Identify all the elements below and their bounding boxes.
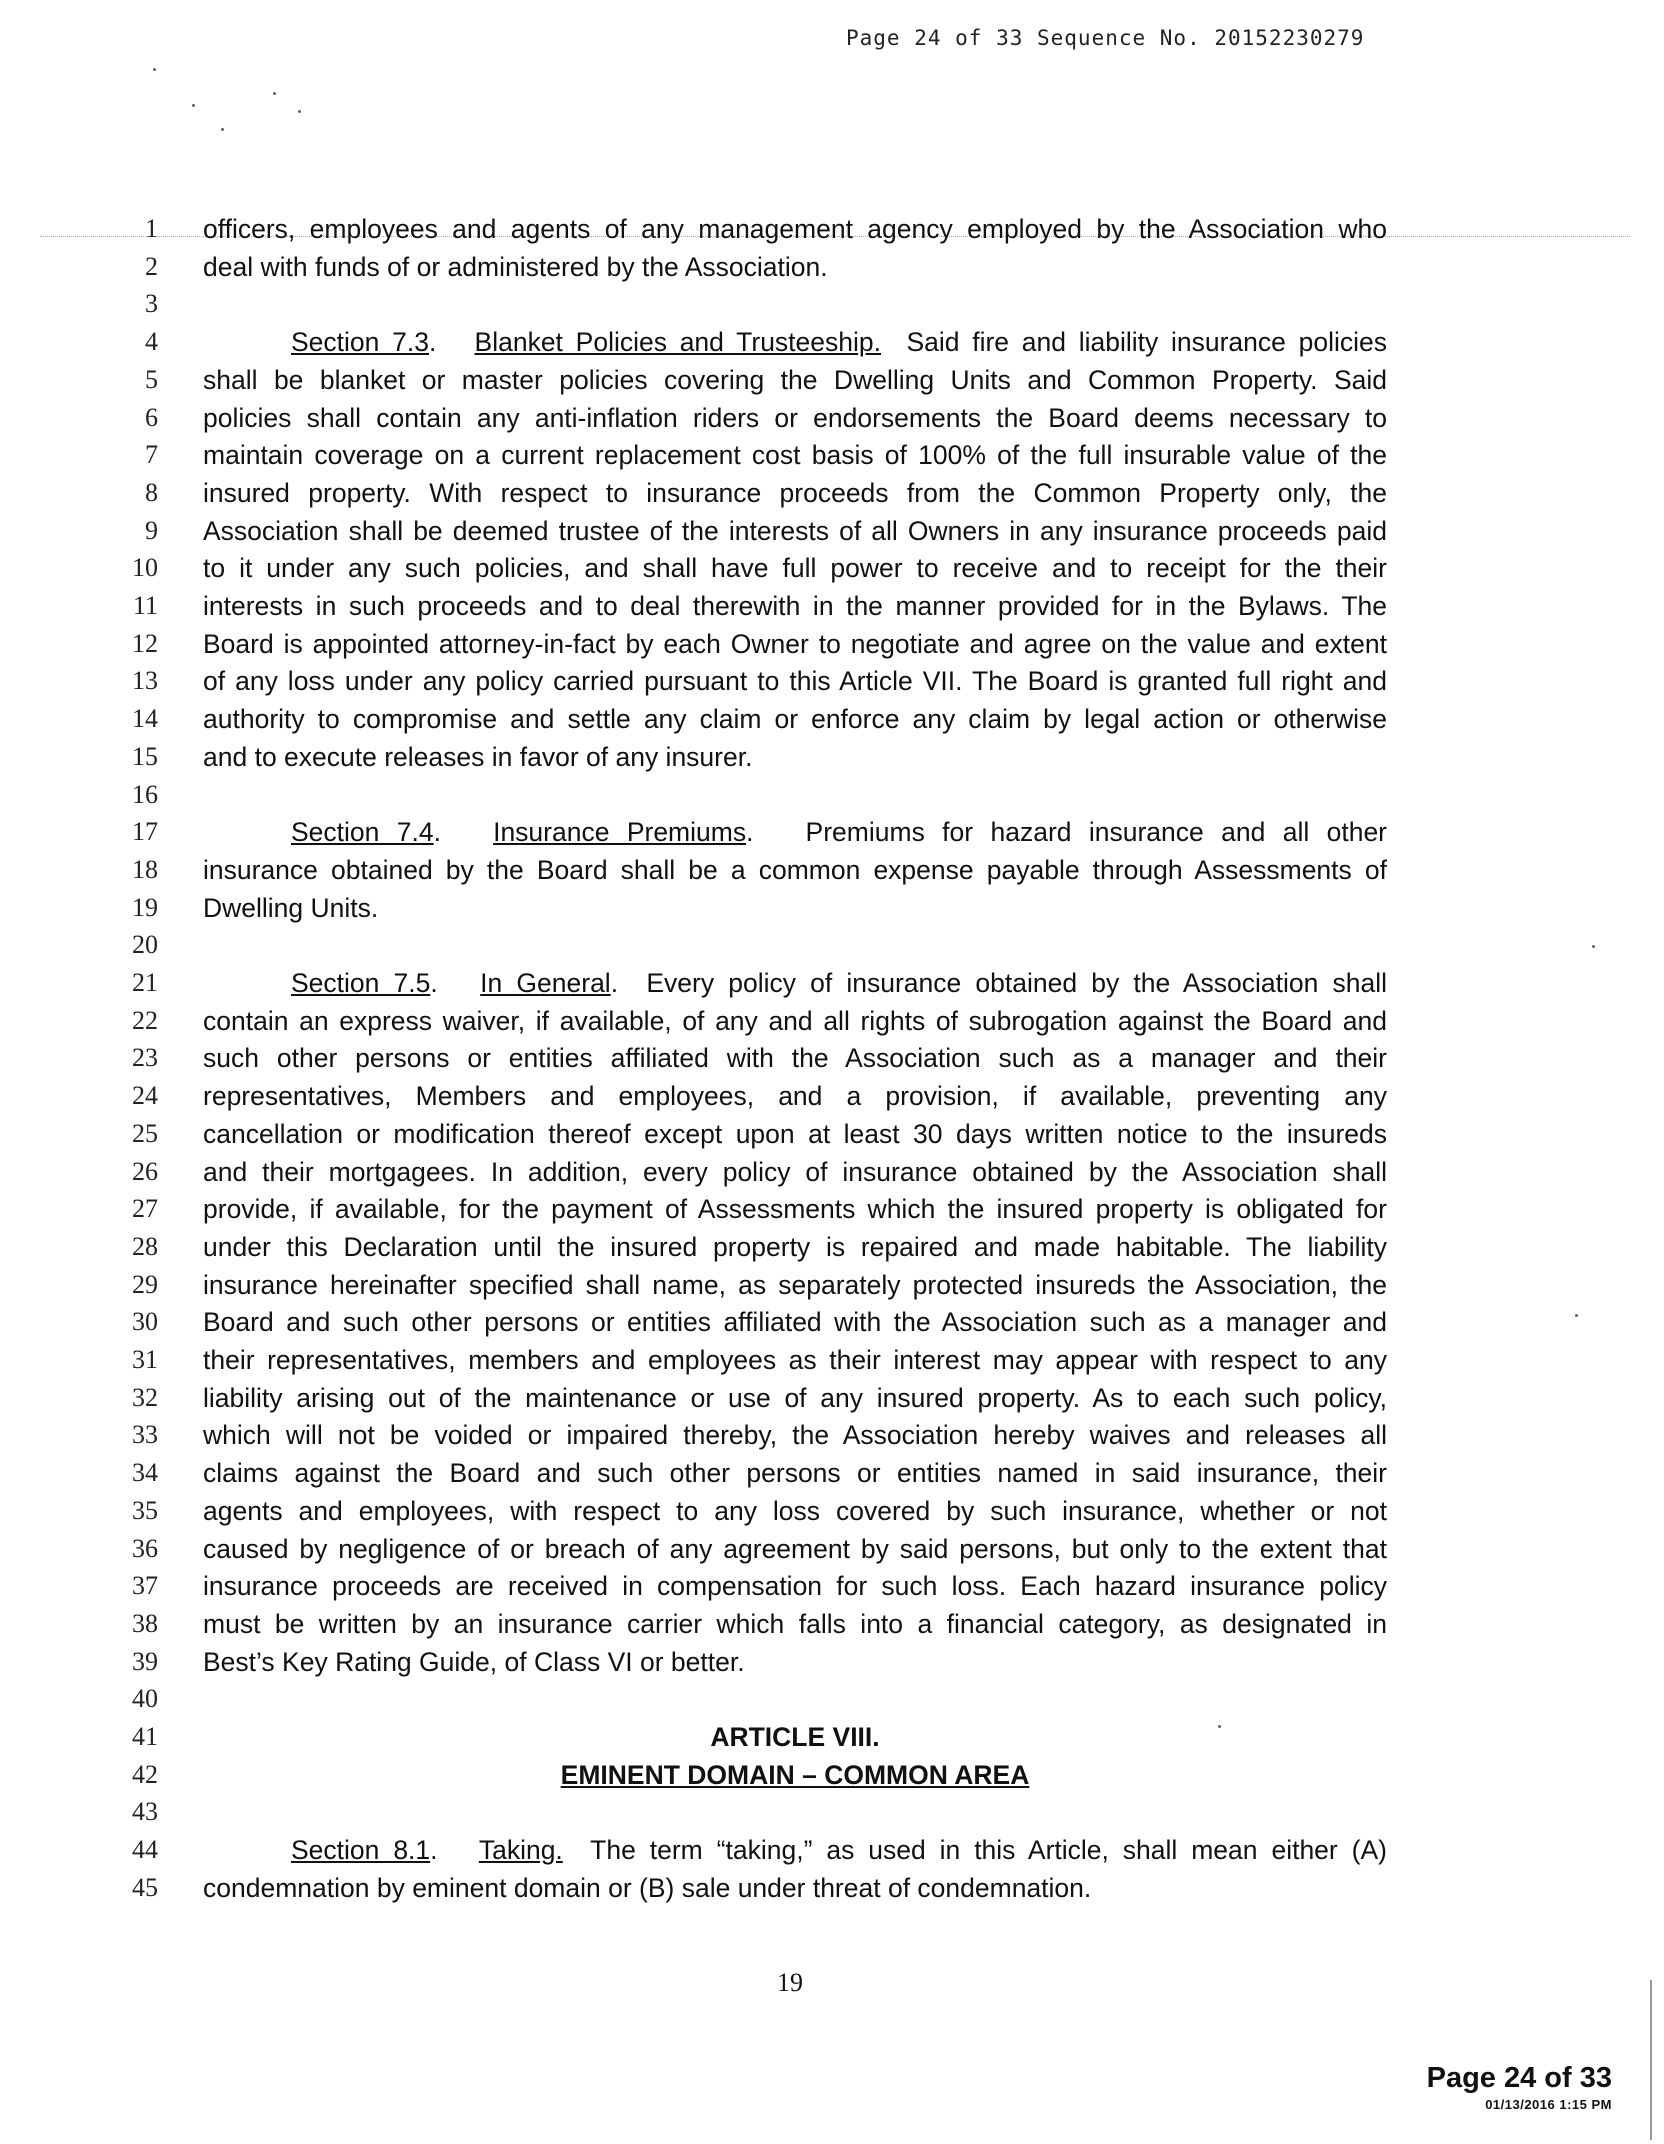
line-number: 13 (132, 666, 158, 696)
section-number: Section 7.3 (291, 327, 429, 358)
section-text: Said fire and liability insurance policies (881, 327, 1387, 358)
line-number: 24 (132, 1081, 158, 1111)
document-line (0, 285, 1664, 323)
document-line (0, 738, 1664, 776)
document-line (0, 662, 1664, 700)
line-number: 21 (132, 968, 158, 997)
line-number: 1 (145, 214, 158, 243)
line-number: 2 (145, 251, 158, 281)
document-line (0, 1567, 1664, 1605)
article-title: EMINENT DOMAIN – COMMON AREA (560, 1759, 1030, 1790)
section-heading-line (291, 1831, 1387, 1869)
line-text: insurance obtained by the Board shall be a common expense payable through Assessments of (203, 854, 1387, 885)
line-number: 30 (132, 1307, 158, 1337)
line-text: insurance hereinafter specified shall name, as separately protected insureds the Association, the (203, 1269, 1387, 1300)
sequence-header: Page 24 of 33 Sequence No. 20152230279 (846, 26, 1365, 50)
section-title: Taking. (478, 1835, 563, 1866)
document-line (0, 587, 1664, 625)
document-line (0, 926, 1664, 964)
line-number: 11 (132, 591, 158, 620)
document-line (0, 1680, 1664, 1718)
document-line (0, 512, 1664, 550)
page-number: 19 (777, 1968, 803, 1997)
line-number: 19 (132, 892, 158, 922)
line-number: 37 (132, 1571, 158, 1601)
document-line (0, 399, 1664, 437)
document-line (0, 1039, 1664, 1077)
line-number: 44 (132, 1835, 158, 1865)
line-number: 12 (132, 628, 158, 658)
line-text: Best’s Key Rating Guide, of Class VI or better. (203, 1646, 745, 1677)
line-text: to it under any such policies, and shall have full power to receive and to receipt for the their (203, 553, 1387, 584)
line-number: 41 (132, 1722, 158, 1751)
section-separator: . (430, 968, 481, 998)
section-text: . Premiums for hazard insurance and all other (746, 817, 1388, 848)
line-text: insurance proceeds are received in compensation for such loss. Each hazard insurance policy (203, 1571, 1387, 1602)
scan-speck (221, 128, 224, 131)
line-text: insured property. With respect to insurance proceeds from the Common Property only, the (203, 477, 1387, 508)
line-number: 6 (145, 402, 158, 432)
line-text: interests in such proceeds and to deal therewith in the manner provided for in the Bylaws. The (203, 591, 1387, 621)
line-text: representatives, Members and employees, and a provision, if available, preventing any (203, 1081, 1387, 1112)
line-text: under this Declaration until the insured property is repaired and made habitable. The liability (203, 1231, 1387, 1262)
line-number: 14 (132, 704, 158, 734)
line-text: caused by negligence of or breach of any agreement by said persons, but only to the extent that (203, 1533, 1387, 1564)
document-line (0, 889, 1664, 927)
stamp-page: Page 24 of 33 (1426, 2062, 1612, 2094)
document-line (0, 776, 1664, 814)
document-line (0, 1266, 1664, 1304)
section-separator: . (428, 327, 475, 358)
line-text: which will not be voided or impaired thereby, the Association hereby waives and releases all (203, 1420, 1387, 1451)
document-line (0, 323, 1664, 361)
line-number: 43 (132, 1797, 158, 1827)
line-number: 28 (132, 1231, 158, 1261)
document-line (0, 1530, 1664, 1568)
document-line (0, 210, 1664, 248)
line-number: 26 (132, 1156, 158, 1186)
section-title: Blanket Policies and Trusteeship. (474, 327, 881, 358)
scan-speck (273, 92, 276, 95)
document-line (0, 1341, 1664, 1379)
line-number: 42 (132, 1759, 158, 1789)
section-title: In General (480, 968, 611, 998)
document-line (0, 1454, 1664, 1492)
line-number: 34 (132, 1458, 158, 1488)
line-text: Board and such other persons or entities affiliated with the Association such as a manager and (203, 1307, 1387, 1338)
line-text: liability arising out of the maintenance or use of any insured property. As to each such policy, (203, 1382, 1387, 1413)
line-number: 29 (132, 1269, 158, 1299)
document-line (0, 1605, 1664, 1643)
document-line (0, 1718, 1664, 1756)
section-number: Section 8.1 (291, 1835, 431, 1866)
line-text: condemnation by eminent domain or (B) sale under threat of condemnation. (203, 1872, 1092, 1903)
line-text: of any loss under any policy carried pursuant to this Article VII. The Board is granted full right and (203, 666, 1387, 697)
line-number: 45 (132, 1872, 158, 1902)
line-text: policies shall contain any anti-inflation riders or endorsements the Board deems necessary to (203, 402, 1387, 433)
document-line (0, 1379, 1664, 1417)
document-line (0, 813, 1664, 851)
section-text: . Every policy of insurance obtained by the Association shall (610, 968, 1388, 998)
line-text: maintain coverage on a current replacement cost basis of 100% of the full insurable value of the (203, 440, 1387, 471)
line-number: 33 (132, 1420, 158, 1450)
section-heading-line (291, 813, 1387, 851)
document-line (0, 1416, 1664, 1454)
document-line (0, 1115, 1664, 1153)
scan-speck (192, 104, 195, 107)
document-line (0, 964, 1664, 1002)
line-number: 9 (145, 515, 158, 545)
document-line (0, 625, 1664, 663)
scan-speck (298, 110, 301, 113)
line-number: 32 (132, 1382, 158, 1412)
line-number: 38 (132, 1608, 158, 1638)
section-separator: . (430, 1835, 479, 1866)
line-number: 4 (145, 327, 158, 357)
line-text: cancellation or modification thereof except upon at least 30 days written notice to the insureds (203, 1118, 1387, 1149)
line-text: officers, employees and agents of any management agency employed by the Association who (203, 214, 1387, 244)
document-line (0, 361, 1664, 399)
line-number: 18 (132, 854, 158, 884)
section-number: Section 7.5 (291, 968, 431, 998)
line-text: and to execute releases in favor of any insurer. (203, 741, 753, 772)
document-line (0, 248, 1664, 286)
scan-speck (153, 68, 156, 71)
line-text: claims against the Board and such other persons or entities named in said insurance, their (203, 1458, 1387, 1489)
line-text: contain an express waiver, if available, of any and all rights of subrogation against the Board and (203, 1005, 1387, 1036)
document-line (0, 1077, 1664, 1115)
line-text: deal with funds of or administered by the Association. (203, 251, 828, 282)
line-number: 35 (132, 1495, 158, 1525)
line-text: and their mortgagees. In addition, every policy of insurance obtained by the Association shall (203, 1156, 1387, 1187)
line-number: 10 (132, 553, 158, 583)
line-number: 40 (132, 1684, 158, 1714)
line-number: 31 (132, 1345, 158, 1374)
line-number: 5 (145, 364, 158, 394)
line-text: authority to compromise and settle any claim or enforce any claim by legal action or otherwise (203, 704, 1387, 735)
document-line (0, 549, 1664, 587)
document-line (0, 1190, 1664, 1228)
line-number: 27 (132, 1194, 158, 1224)
line-text: such other persons or entities affiliated with the Association such as a manager and their (203, 1043, 1387, 1074)
document-line (0, 436, 1664, 474)
line-number: 17 (132, 817, 158, 847)
line-number: 22 (132, 1005, 158, 1035)
document-line (0, 851, 1664, 889)
line-text: Board is appointed attorney-in-fact by each Owner to negotiate and agree on the value and extent (203, 628, 1387, 659)
section-separator: . (433, 817, 494, 848)
document-line (0, 1869, 1664, 1907)
document-line (0, 1831, 1664, 1869)
line-number: 16 (132, 779, 158, 809)
document-line (0, 1756, 1664, 1794)
line-number: 20 (132, 930, 158, 960)
document-line (0, 1492, 1664, 1530)
section-heading-line (291, 964, 1387, 1002)
line-number: 15 (132, 741, 158, 771)
recording-stamp (1427, 2062, 1612, 2112)
line-number: 25 (132, 1118, 158, 1148)
document-line (0, 1228, 1664, 1266)
line-number: 36 (132, 1533, 158, 1563)
line-text: Association shall be deemed trustee of the interests of all Owners in any insurance proceeds paid (203, 515, 1387, 546)
section-title: Insurance Premiums (493, 817, 747, 848)
document-line (0, 1153, 1664, 1191)
line-text: must be written by an insurance carrier which falls into a financial category, as designated in (203, 1608, 1387, 1639)
line-text: provide, if available, for the payment of Assessments which the insured property is obligated for (203, 1194, 1387, 1225)
document-line (0, 1303, 1664, 1341)
line-text: agents and employees, with respect to any loss covered by such insurance, whether or not (203, 1495, 1387, 1526)
line-number: 23 (132, 1043, 158, 1073)
article-number: ARTICLE VIII. (710, 1722, 880, 1752)
section-heading-line (291, 323, 1387, 361)
line-text: shall be blanket or master policies covering the Dwelling Units and Common Property. Said (203, 364, 1387, 395)
line-number: 3 (145, 289, 158, 319)
document-line (0, 700, 1664, 738)
stamp-datetime: 01/13/2016 1:15 PM (1485, 2097, 1612, 2112)
line-text: Dwelling Units. (203, 892, 379, 923)
line-number: 8 (145, 477, 158, 507)
line-number: 39 (132, 1646, 158, 1676)
document-line (0, 1793, 1664, 1831)
line-number: 7 (145, 440, 158, 470)
section-text: The term “taking,” as used in this Article, shall mean either (A) (562, 1835, 1387, 1866)
line-text: their representatives, members and employees as their interest may appear with respect to any (203, 1345, 1387, 1375)
edge-rule (1650, 1980, 1652, 2140)
document-line (0, 474, 1664, 512)
section-number: Section 7.4 (291, 817, 434, 848)
document-line (0, 1002, 1664, 1040)
document-line (0, 1643, 1664, 1681)
